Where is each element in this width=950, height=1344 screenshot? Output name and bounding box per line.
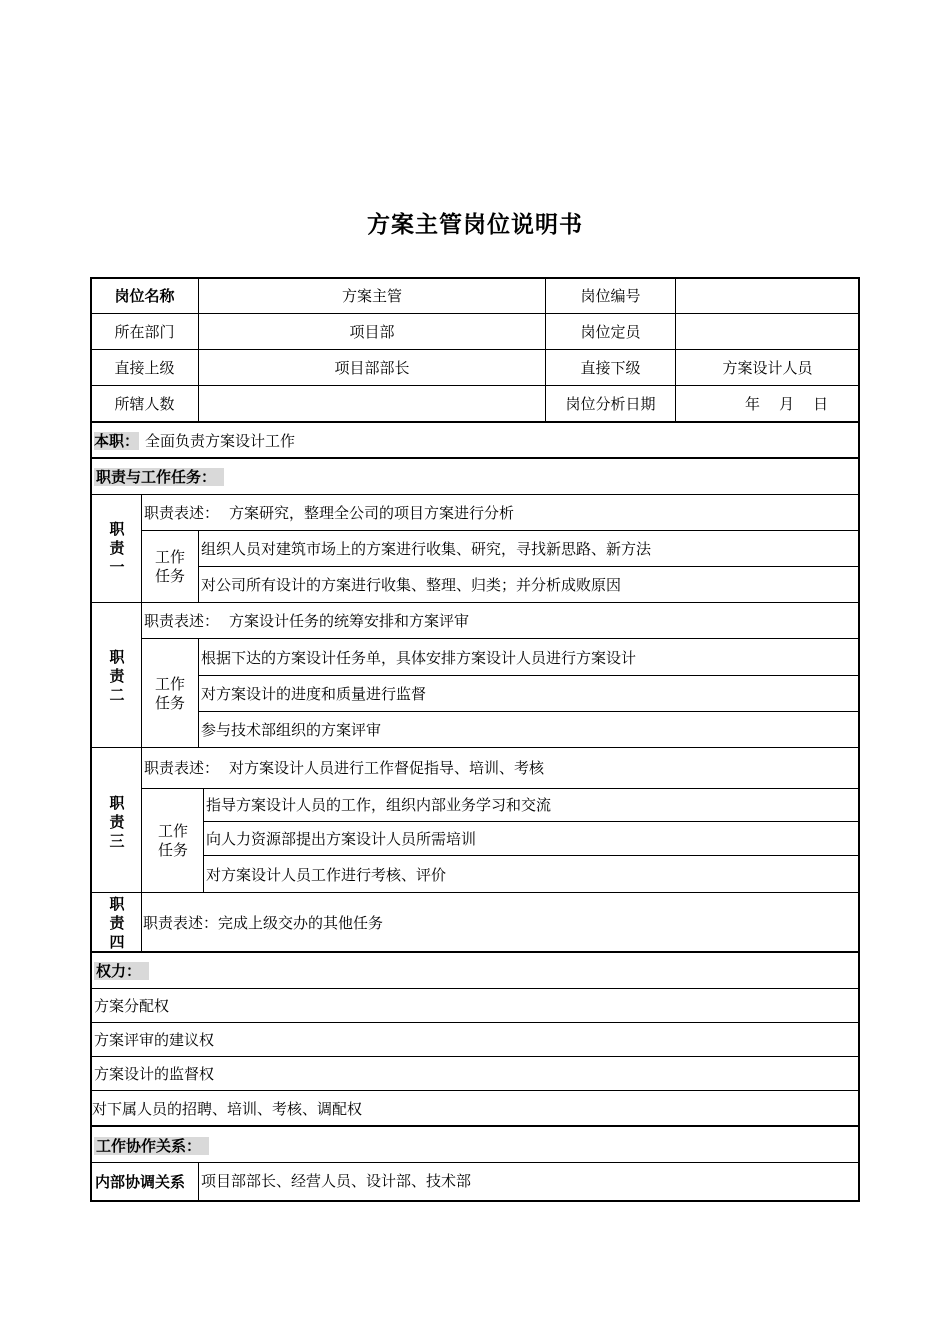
internal-coordination-value: 项目部部长、经营人员、设计部、技术部 (201, 1172, 472, 1190)
department-label: 所在部门 (114, 323, 175, 341)
superior-label: 直接上级 (114, 359, 175, 377)
duty-summary (94, 432, 295, 450)
job-description-table (90, 277, 860, 1202)
subordinate-label: 直接下级 (580, 359, 641, 377)
duty-3-label: 职 责 三 (109, 794, 125, 850)
duty-3-task-2: 向人力资源部提出方案设计人员所需培训 (206, 830, 477, 848)
internal-coordination-label: 内部协调关系 (95, 1173, 186, 1191)
duty-3-description: 职责表述： 对方案设计人员进行工作督促指导、培训、考核 (144, 759, 545, 777)
duty-1-label: 职 责 一 (109, 520, 125, 576)
duty-4-description: 职责表述：完成上级交办的其他任务 (143, 914, 384, 932)
duty-2-task-label: 工作 任务 (154, 675, 185, 712)
analysis-date-value: 年 月 日 (745, 395, 829, 413)
job-name-label: 岗位名称 (114, 287, 175, 305)
duty-3-task-label: 工作 任务 (157, 822, 188, 859)
job-name-value: 方案主管 (341, 287, 402, 305)
duty-2-task-1: 根据下达的方案设计任务单，具体安排方案设计人员进行方案设计 (201, 649, 637, 667)
duty-1-task-label: 工作 任务 (154, 548, 185, 585)
cooperation-header: 工作协作关系： (94, 1137, 209, 1155)
analysis-date-label: 岗位分析日期 (565, 395, 656, 413)
authority-item-3: 方案设计的监督权 (94, 1065, 215, 1083)
duty-3-task-3: 对方案设计人员工作进行考核、评价 (206, 866, 447, 884)
duty-2-task-3: 参与技术部组织的方案评审 (201, 721, 382, 739)
superior-value: 项目部部长 (334, 359, 410, 377)
subordinate-value: 方案设计人员 (722, 359, 813, 377)
authority-header: 权力： (94, 962, 149, 980)
job-code-label: 岗位编号 (580, 287, 641, 305)
authority-item-4: 对下属人员的招聘、培训、考核、调配权 (92, 1100, 363, 1118)
duties-header: 职责与工作任务： (94, 468, 224, 486)
duty-1-task-2: 对公司所有设计的方案进行收集、整理、归类；并分析成败原因 (201, 576, 622, 594)
duty-summary-value: 全面负责方案设计工作 (145, 432, 296, 450)
duty-1-description: 职责表述： 方案研究，整理全公司的项目方案进行分析 (144, 504, 515, 522)
page-title: 方案主管岗位说明书 (367, 212, 583, 238)
department-value: 项目部 (349, 323, 395, 341)
duty-3-task-1: 指导方案设计人员的工作，组织内部业务学习和交流 (206, 796, 552, 814)
quota-label: 岗位定员 (580, 323, 641, 341)
duty-2-description: 职责表述： 方案设计任务的统筹安排和方案评审 (144, 612, 470, 630)
authority-item-2: 方案评审的建议权 (94, 1031, 215, 1049)
duty-1-task-1: 组织人员对建筑市场上的方案进行收集、研究，寻找新思路、新方法 (201, 540, 652, 558)
authority-item-1: 方案分配权 (94, 997, 170, 1015)
duty-4-label: 职 责 四 (109, 895, 125, 951)
duty-2-label: 职 责 二 (109, 648, 125, 704)
headcount-label: 所辖人数 (114, 395, 175, 413)
duty-summary-label: 本职： (94, 432, 140, 450)
duty-2-task-2: 对方案设计的进度和质量进行监督 (201, 685, 427, 703)
